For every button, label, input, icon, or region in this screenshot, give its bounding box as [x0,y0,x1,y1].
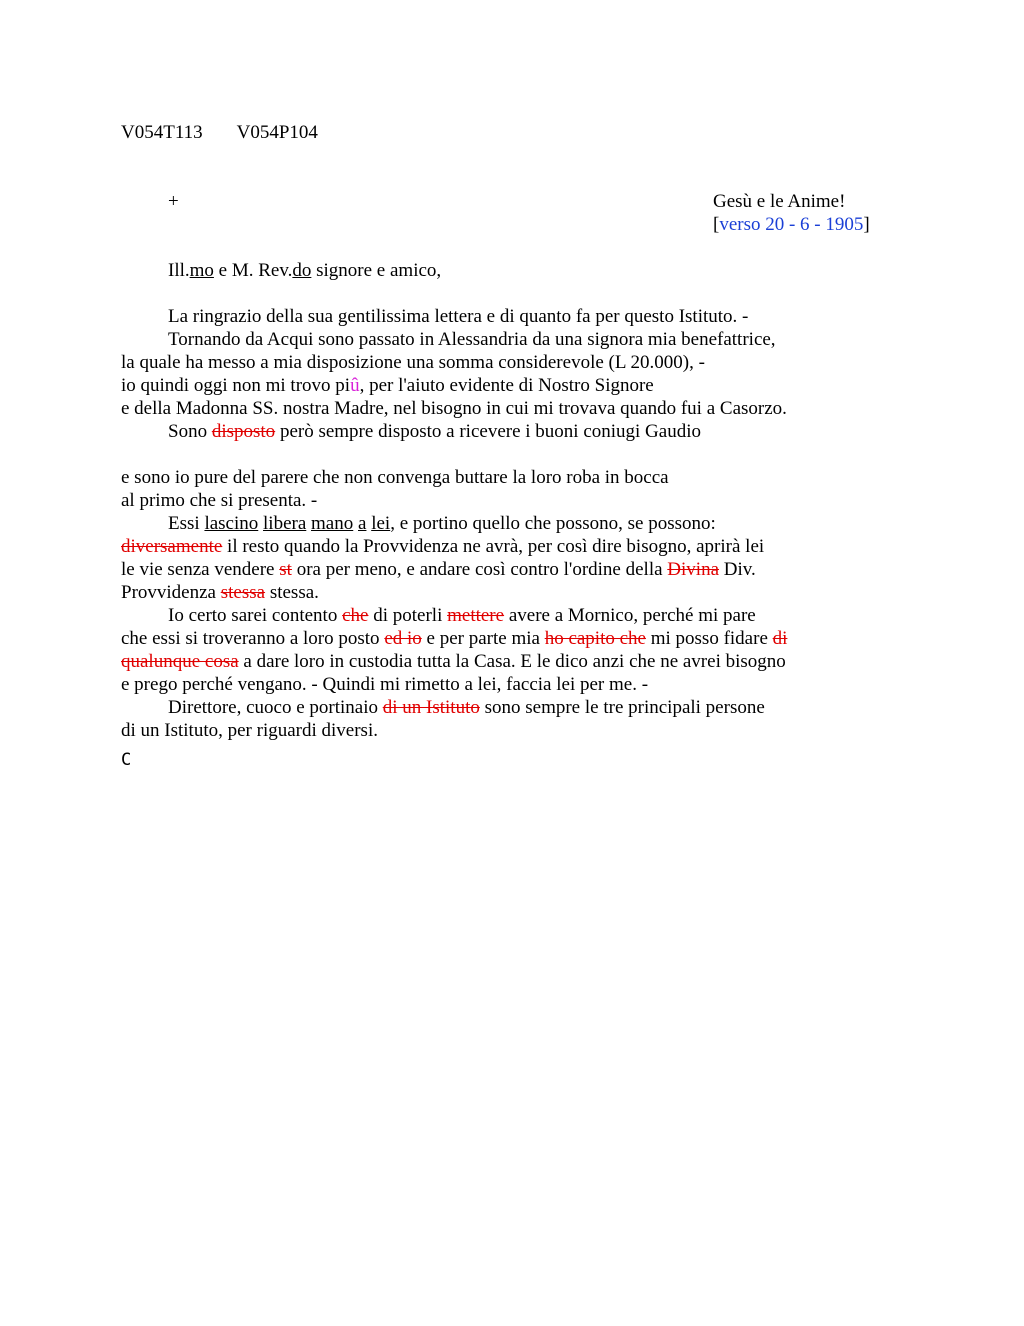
salutation-rest: signore e amico, [311,260,442,281]
text-segment: a dare loro in custodia tutta la Casa. E le dico anzi che ne avrei bisogno [238,651,786,672]
deleted-text: mettere [447,605,505,626]
text-segment: Div. [719,559,756,580]
text-line-10 [121,535,881,558]
text-line-13 [121,604,881,627]
text-segment: , per l'aiuto evidente di Nostro Signore [359,375,654,396]
deleted-text: ed io [384,628,422,649]
text-segment: Io certo sarei contento [168,605,343,626]
underlined-text: mano [311,513,354,534]
salutation-mo: mo [189,260,214,281]
text-line-1: La ringrazio della sua gentilissima lettera e di quanto fa per questo Istituto. - [168,306,749,327]
document-codes [121,121,318,144]
text-segment: di poterli [368,605,448,626]
underlined-text: lascino [204,513,259,534]
salutation-do: do [292,260,312,281]
cross-mark: + [168,191,179,212]
bracket-close: ] [863,214,870,235]
deleted-text: di un Istituto [382,697,480,718]
text-segment: , e portino quello che possono, se possono: [390,513,716,534]
text-segment: avere a Mornico, perché mi pare [504,605,756,626]
text-segment: Essi [168,513,205,534]
text-line-2: Tornando da Acqui sono passato in Alessandria da una signora mia benefattrice, [168,329,776,350]
blank-line [121,282,881,305]
text-segment: il resto quando la Provvidenza ne avrà, per così dire bisogno, aprirà lei [222,536,765,557]
text-segment: Sono [168,421,212,442]
text-line-12 [121,581,881,604]
text-line-11 [121,558,881,581]
bracket-open: [ [713,214,720,235]
deleted-text: qualunque cosa [121,651,239,672]
text-line-16: e prego perché vengano. - Quindi mi rimetto a lei, faccia lei per me. - [121,674,649,695]
underlined-text: lei [371,513,391,534]
letter-body [121,259,881,742]
motto: Gesù e le Anime! [713,191,846,212]
deleted-text: stessa [220,582,266,603]
text-segment: però sempre disposto a ricevere i buoni coniugi Gaudio [275,421,701,442]
text-segment: e per parte mia [421,628,545,649]
deleted-text: diversamente [121,536,223,557]
deleted-text: Divina [667,559,720,580]
text-line-15 [121,650,881,673]
blank-line [121,443,881,466]
deleted-text: di [772,628,788,649]
deleted-text: disposto [211,421,276,442]
code-p: V054P104 [236,122,318,143]
text-line-6 [121,420,881,443]
end-mark: C [121,750,132,770]
text-segment: sono sempre le tre principali persone [479,697,765,718]
code-t: V054T113 [121,122,203,143]
salutation-mid: e M. Rev. [213,260,293,281]
text-segment: Provvidenza [121,582,221,603]
text-line-5: e della Madonna SS. nostra Madre, nel bisogno in cui mi trovava quando fui a Casorzo. [121,398,787,419]
text-line-17 [121,696,881,719]
text-line-18: di un Istituto, per riguardi diversi. [121,720,378,741]
text-segment: le vie senza vendere [121,559,280,580]
text-segment: io quindi oggi non mi trovo pi [121,375,351,396]
text-line-4 [121,374,881,397]
text-line-7: e sono io pure del parere che non convenga buttare la loro roba in bocca [121,467,669,488]
text-segment: ora per meno, e andare così contro l'ordine della [291,559,668,580]
text-line-9 [121,512,881,535]
text-segment: mi posso fidare [645,628,773,649]
deleted-text: ho capito che [544,628,646,649]
deleted-text: che [342,605,369,626]
text-line-3: la quale ha messo a mia disposizione una somma considerevole (L 20.000), - [121,352,705,373]
date-line [713,213,870,236]
text-line-8: al primo che si presenta. - [121,490,318,511]
text-segment: stessa. [265,582,319,603]
text-segment: Direttore, cuoco e portinaio [168,697,383,718]
underlined-text: libera [263,513,307,534]
letter-date: verso 20 - 6 - 1905 [719,214,864,235]
text-segment: che essi si troveranno a loro posto [121,628,385,649]
deleted-text: st [279,559,292,580]
salutation [121,259,881,282]
salutation-ill: Ill. [168,260,190,281]
text-line-14 [121,627,881,650]
underlined-text: a [358,513,367,534]
highlighted-char: û [350,375,360,396]
letter-heading [713,190,870,236]
